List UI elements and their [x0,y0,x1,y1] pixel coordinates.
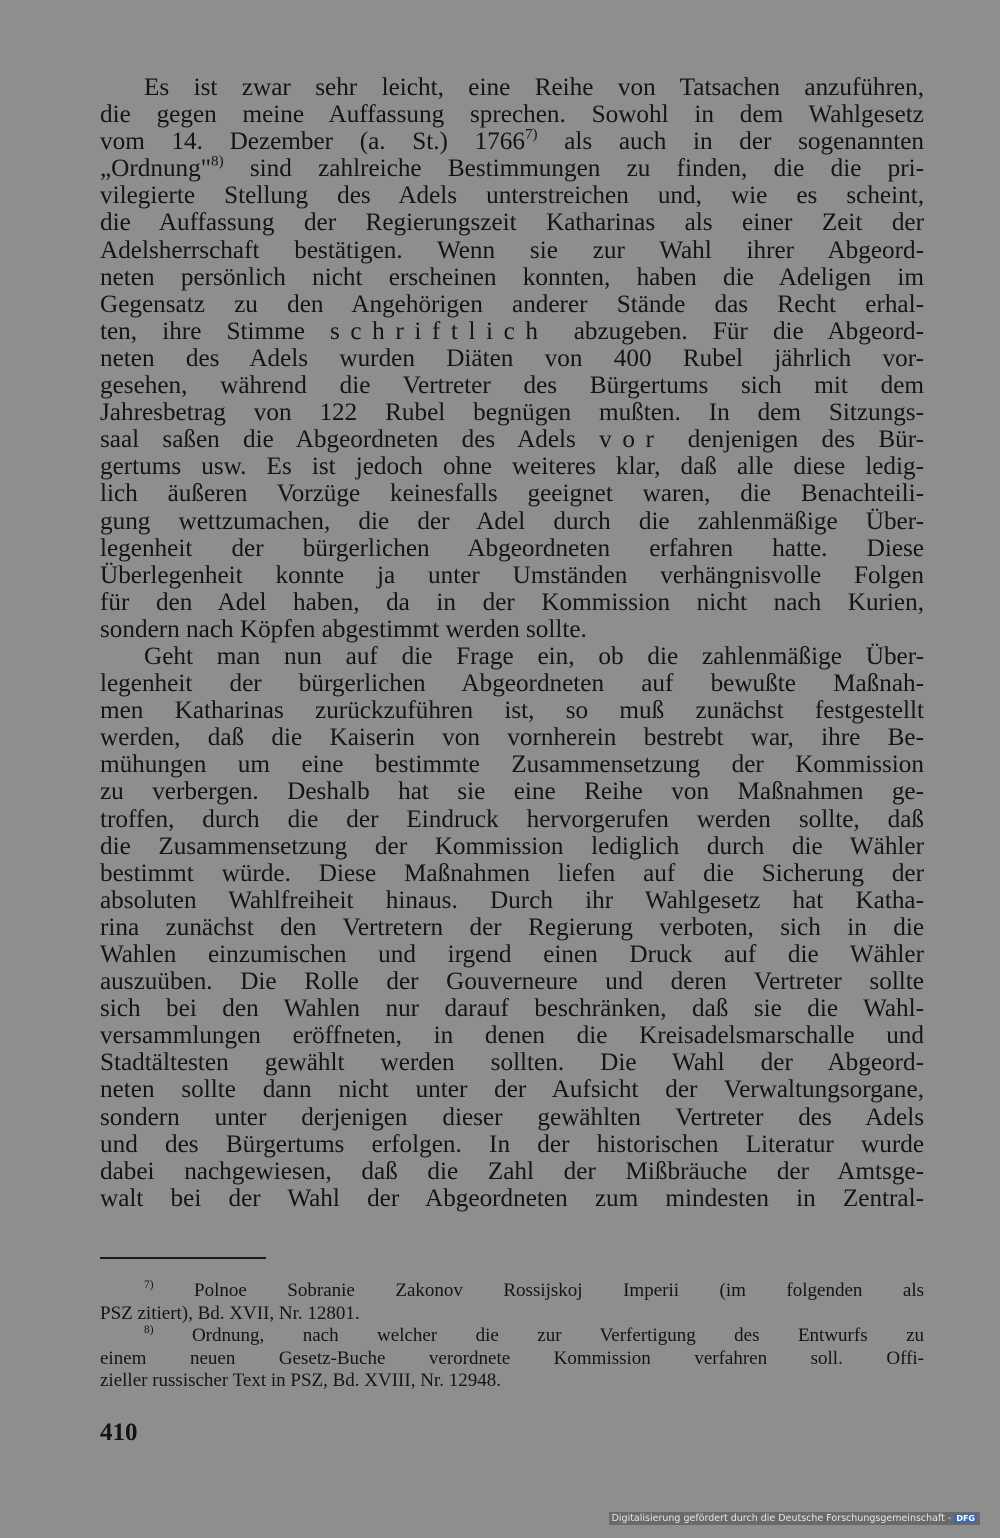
text-fragment: vom 14. Dezember (a. St.) 1766 [100,128,525,156]
text-line: neten des Adels wurden Diäten von 400 Rubel jährlich vor- [100,344,924,372]
footnote-7 [100,1280,924,1325]
text-fragment: sind zahlreiche Bestimmungen zu finden, die die pri- [223,155,924,183]
text-line: neten persönlich nicht erscheinen konnten, haben die Adeligen im [100,263,924,291]
text-fragment: ten, ihre Stimme [100,317,305,345]
dfg-logo: DFG [956,1514,975,1523]
text-line: neten sollte dann nicht unter der Aufsicht der Verwaltungsorgane, [100,1076,924,1104]
text-line: auszuüben. Die Rolle der Gouverneure und deren Vertreter sollte [100,968,924,996]
text-line: gung wettzumachen, die der Adel durch die zahlenmäßige Über- [100,507,924,535]
paragraph-2 [100,643,924,1212]
text-line: Adelsherrschaft bestätigen. Wenn sie zur Wahl ihrer Abgeord- [100,236,924,264]
footnotes [100,1280,924,1393]
text-fragment: „Ordnung" [100,155,212,183]
text-line: sich bei den Wahlen nur darauf beschränken, daß sie die Wahl- [100,995,924,1023]
emphasized-word: vor [599,426,665,454]
footnote-line: PSZ zitiert), Bd. XVII, Nr. 12801. [100,1302,360,1324]
text-line [100,155,924,182]
text-fragment: Ordnung, nach welcher die zur Verfertigung des Entwurfs zu [153,1325,924,1346]
footnote-line [100,1325,924,1348]
footnote-line: einem neuen Gesetz-Buche verordnete Kommission verfahren soll. Offi- [100,1347,924,1369]
page-body [100,74,924,1212]
text-line: zu verbergen. Deshalb hat sie eine Reihe von Maßnahmen ge- [100,778,924,806]
text-fragment: als auch in der sogenannten [537,128,924,156]
text-line: gertums usw. Es ist jedoch ohne weiteres klar, daß alle diese ledig- [100,453,924,481]
text-line: vilegierte Stellung des Adels unterstreichen und, wie es scheint, [100,182,924,210]
text-line: Es ist zwar sehr leicht, eine Reihe von Tatsachen anzuführen, [144,74,924,101]
footnote-8 [100,1325,924,1393]
text-line: versammlungen eröffneten, in denen die Kreisadelsmarschalle und [100,1022,924,1050]
text-line: legenheit der bürgerlichen Abgeordneten auf bewußte Maßnah- [100,670,924,698]
page-number: 410 [100,1419,138,1446]
text-line: die Zusammensetzung der Kommission lediglich durch die Wähler [100,832,924,860]
text-fragment: saal saßen die Abgeordneten des Adels [100,426,576,454]
text-line: dabei nachgewiesen, daß die Zahl der Mißbräuche der Amtsge- [100,1157,924,1185]
footnote-divider [100,1257,266,1259]
text-line: lich äußeren Vorzüge keinesfalls geeignet waren, die Benachteili- [100,480,924,508]
text-line: sondern nach Köpfen abgestimmt werden sollte. [100,615,587,643]
text-line [100,318,924,345]
footnote-line [100,1280,924,1303]
text-line [100,128,924,155]
text-line [100,426,924,453]
text-fragment: Polnoe Sobranie Zakonov Rossijskoj Imperii (im folgenden als [153,1280,924,1301]
text-line: gesehen, während die Vertreter des Bürgertums sich mit dem [100,372,924,400]
text-line: Wahlen einzumischen und irgend einen Druck auf die Wähler [100,941,924,968]
text-fragment: denjenigen des Bür- [664,426,925,454]
text-line: Jahresbetrag von 122 Rubel begnügen mußten. In dem Sitzungs- [100,399,924,427]
text-line: bestimmt würde. Diese Maßnahmen liefen auf die Sicherung der [100,859,924,887]
text-line: Stadtältesten gewählt werden sollten. Die Wahl der Abgeord- [100,1049,924,1077]
text-line: werden, daß die Kaiserin von vornherein bestrebt war, ihre Be- [100,724,924,752]
text-line: Überlegenheit konnte ja unter Umständen verhängnisvolle Folgen [100,561,924,589]
text-line: und des Bürgertums erfolgen. In der historischen Literatur wurde [100,1130,924,1158]
text-line: Gegensatz zu den Angehörigen anderer Stände das Recht erhal- [100,290,924,318]
text-line: walt bei der Wahl der Abgeordneten zum mindesten in Zentral- [100,1184,924,1212]
text-line: für den Adel haben, da in der Kommission nicht nach Kurien, [100,588,924,616]
footnote-marker: 8) [144,1324,154,1337]
text-line: Geht man nun auf die Frage ein, ob die zahlenmäßige Über- [144,642,924,670]
emphasized-word: schriftlich [330,317,549,345]
text-line: men Katharinas zurückzuführen ist, so muß zunächst festgestellt [100,697,924,725]
text-line: mühungen um eine bestimmte Zusammensetzung der Kommission [100,751,924,779]
text-line: die gegen meine Auffassung sprechen. Sowohl in dem Wahlgesetz [100,101,924,129]
footnote-ref-7: 7) [524,126,538,143]
text-line: troffen, durch die der Eindruck hervorgerufen werden sollte, daß [100,805,924,833]
text-line: sondern unter derjenigen dieser gewählten Vertreter des Adels [100,1103,924,1131]
paragraph-1 [100,74,924,643]
footnote-line: zieller russischer Text in PSZ, Bd. XVIII, Nr. 12948. [100,1370,501,1391]
text-line: rina zunächst den Vertretern der Regierung verboten, sich in die [100,913,924,941]
credit-text: Digitalisierung gefördert durch die Deutsche Forschungsgemeinschaft - [611,1513,952,1524]
footnote-ref-8: 8) [211,153,224,170]
text-line: absoluten Wahlfreiheit hinaus. Durch ihr Wahlgesetz hat Katha- [100,886,924,914]
text-line: die Auffassung der Regierungszeit Katharinas als einer Zeit der [100,209,924,237]
text-fragment: abzugeben. Für die Abgeord- [548,317,924,345]
footnote-marker: 7) [144,1279,154,1292]
digitization-credit [609,1512,980,1525]
text-line: legenheit der bürgerlichen Abgeordneten erfahren hatte. Diese [100,534,924,562]
